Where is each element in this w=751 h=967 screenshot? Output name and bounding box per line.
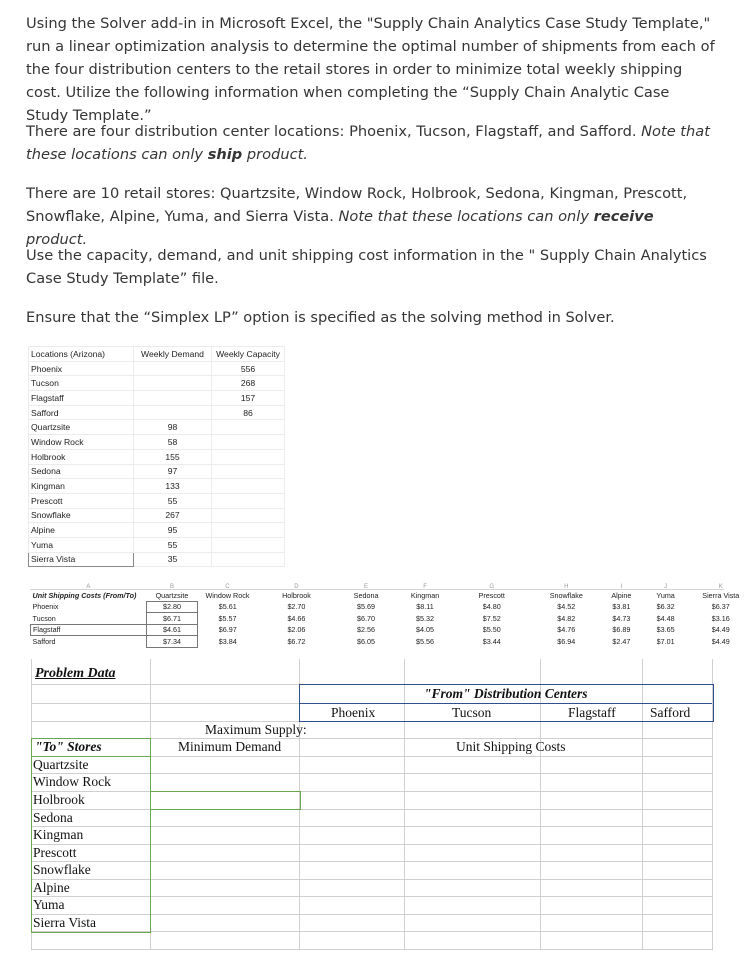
header-cell: Yuma [656,591,675,600]
table-cell: 157 [212,391,285,406]
table-row [31,601,751,613]
table-cell: $8.11 [416,602,434,612]
table-row [29,479,285,494]
header-cell: Weekly Demand [134,347,212,362]
store-yuma: Yuma [33,897,65,912]
header-cell: Sedona [353,591,379,600]
column-letter-row [31,583,751,590]
table-row [31,636,751,648]
instruction-paragraph-3 [26,182,716,251]
table-cell: $6.94 [557,636,576,646]
table-cell [134,391,212,406]
center-flagstaff: Flagstaff [568,705,616,720]
table-cell: $4.49 [711,636,730,646]
table-row [29,376,285,391]
table-cell: Alpine [29,523,134,538]
store-snowflake: Snowflake [33,862,91,877]
column-letter: A [86,583,91,590]
header-cell: Holbrook [282,591,311,600]
column-letter: G [489,583,495,590]
table-row [29,493,285,508]
header-cell: Weekly Capacity [212,347,285,362]
table-cell: Sedona [29,464,134,479]
table-cell: $6.89 [612,625,631,635]
table-cell: $6.72 [287,636,306,646]
table-cell: $6.70 [357,613,376,623]
table-cell: $5.57 [218,613,237,623]
instruction-paragraph-5: Ensure that the “Simplex LP” option is specified as the solving method in Solver. [26,309,615,326]
store-sedona: Sedona [33,810,73,825]
column-letter: I [620,583,623,590]
table-cell: $4.49 [711,625,730,635]
table-cell: $4.66 [287,613,306,623]
table-cell: $6.37 [711,602,730,612]
instruction-paragraph-4: Use the capacity, demand, and unit shipping cost information in the " Supply Chain Analytics Case Study Template” file. [26,247,707,287]
table-cell: $5.56 [416,636,435,646]
table-row [29,435,285,450]
table-cell: Safford [32,637,56,646]
p2-note: Note that these locations can only ship product. [26,123,710,163]
column-letter: H [564,583,569,590]
to-stores-label: "To" Stores [35,739,102,754]
table-row [29,552,285,567]
table-cell: 267 [134,508,212,523]
table-cell: 55 [134,493,212,508]
table-row [29,508,285,523]
table-cell: $4.52 [557,602,576,612]
table-cell: $3.84 [218,636,237,646]
table-row [31,613,751,625]
header-cell: Alpine [611,591,632,600]
center-phoenix: Phoenix [331,705,376,720]
column-letter: J [664,583,668,590]
table-cell: $3.65 [656,625,675,635]
table-cell: Kingman [29,479,134,494]
store-prescott: Prescott [33,845,77,860]
table-cell: $6.97 [218,625,237,635]
column-letter: D [294,583,299,590]
table-row [29,420,285,435]
store-kingman: Kingman [33,827,84,842]
table-row [29,537,285,552]
table-cell: $6.05 [357,636,376,646]
table-cell: Yuma [29,537,134,552]
table-cell: 35 [134,552,212,567]
column-letter: B [169,583,174,590]
unit-shipping-cost-table [30,583,751,648]
table-cell: $4.76 [557,625,576,635]
table-cell: $5.50 [482,625,501,635]
table-header-row [31,590,751,601]
table-cell [212,493,285,508]
table-cell [134,405,212,420]
table-cell: Flagstaff [29,391,134,406]
center-tucson: Tucson [452,705,492,720]
table-cell: $2.47 [612,636,631,646]
table-cell [212,479,285,494]
selected-cell[interactable] [150,791,301,810]
table-cell: $3.81 [612,602,631,612]
header-divider [300,703,712,704]
table-cell: 86 [212,405,285,420]
p2-text: There are four distribution center locations: Phoenix, Tucson, Flagstaff, and Safford. [26,123,642,140]
table-cell: 133 [134,479,212,494]
table-cell: $4.80 [482,602,501,612]
table-row [31,624,751,636]
column-letter: C [225,583,230,590]
table-cell: $7.34 [146,636,197,648]
table-cell: $5.61 [218,602,237,612]
table-cell [134,376,212,391]
p3-note: Note that these locations can only receive product. [26,208,654,248]
table-cell: Prescott [29,493,134,508]
table-cell: $7.52 [482,613,501,623]
table-cell: $4.82 [557,613,576,623]
table-cell [212,552,285,567]
table-cell [134,361,212,376]
table-cell: Snowflake [29,508,134,523]
table-cell [212,537,285,552]
header-cell: Locations (Arizona) [29,347,134,362]
instruction-paragraph-2 [26,120,716,166]
table-cell: $2.80 [146,601,197,613]
table-cell: $4.48 [656,613,675,623]
table-cell: Phoenix [29,361,134,376]
problem-data-title: Problem Data [35,666,116,681]
from-distribution-centers-label: "From" Distribution Centers [424,686,588,701]
store-sierra-vista: Sierra Vista [33,915,97,930]
instruction-paragraph-1: Using the Solver add-in in Microsoft Excel, the "Supply Chain Analytics Case Study Template," run a linear optimization analysis to determine the optimal number of shipments from each of the four distribution centers to the retail stores in order to minimize total weekly shipping cost. Utilize the following information when completing the “Supply Chain Analytic Case Study Template.” [26,15,715,124]
table-cell: $6.32 [656,602,675,612]
table-row [29,449,285,464]
table-row [29,361,285,376]
table-cell: $4.61 [146,624,197,636]
table-cell [212,449,285,464]
table-cell: Window Rock [29,435,134,450]
table-cell: $2.06 [287,625,306,635]
store-window-rock: Window Rock [33,774,111,789]
table-cell: $6.71 [146,613,197,625]
store-holbrook: Holbrook [33,792,85,807]
table-cell: $3.16 [711,613,730,623]
header-cell: Prescott [478,591,505,600]
store-quartzsite: Quartzsite [33,757,89,772]
table-cell: Tucson [29,376,134,391]
table-cell: Flagstaff [31,624,147,636]
table-cell: Phoenix [32,602,59,612]
store-alpine: Alpine [33,880,70,895]
column-letter: E [364,583,369,590]
capacity-demand-table [28,346,285,567]
table-cell: $4.73 [612,613,631,623]
table-row [29,391,285,406]
header-cell: Sierra Vista [702,591,740,600]
header-cell: Kingman [410,591,440,600]
table-cell: Quartzsite [29,420,134,435]
center-safford: Safford [650,705,691,720]
table-cell [212,508,285,523]
header-cell: Quartzsite [155,590,189,600]
table-cell: Holbrook [29,449,134,464]
table-cell: 58 [134,435,212,450]
table-cell: Sierra Vista [29,552,134,567]
table-cell: 268 [212,376,285,391]
table-cell: 97 [134,464,212,479]
table-row [29,523,285,538]
header-cell: Window Rock [205,591,250,600]
table-cell: $7.01 [656,636,675,646]
table-cell: $5.32 [416,613,435,623]
header-cell: Snowflake [549,591,583,600]
table-cell: $5.69 [357,602,376,612]
table-cell [212,464,285,479]
table-cell: 95 [134,523,212,538]
table-cell: 55 [134,537,212,552]
table-cell [212,420,285,435]
header-cell: Unit Shipping Costs (From/To) [32,591,137,600]
table-cell [212,523,285,538]
table-cell: $2.56 [357,625,376,635]
table-header-row [29,347,285,362]
table-cell: $4.05 [416,625,435,635]
maximum-supply-label: Maximum Supply: [205,722,307,737]
table-row [29,405,285,420]
column-letter: F [423,583,427,590]
p3-text: There are 10 retail stores: Quartzsite, Window Rock, Holbrook, Sedona, Kingman, Prescott, Snowflake, Alpine, Yuma, and Sierra Vista. [26,185,688,225]
table-cell: $3.44 [482,636,501,646]
table-cell: Safford [29,405,134,420]
table-cell: 556 [212,361,285,376]
table-cell: Tucson [32,613,56,623]
column-letter: K [718,583,723,590]
table-cell: 155 [134,449,212,464]
table-row [29,464,285,479]
unit-shipping-costs-label: Unit Shipping Costs [456,739,566,754]
table-cell: 98 [134,420,212,435]
minimum-demand-label: Minimum Demand [178,739,282,754]
grid-line [31,949,713,950]
table-cell [212,435,285,450]
table-cell: $2.70 [287,602,306,612]
